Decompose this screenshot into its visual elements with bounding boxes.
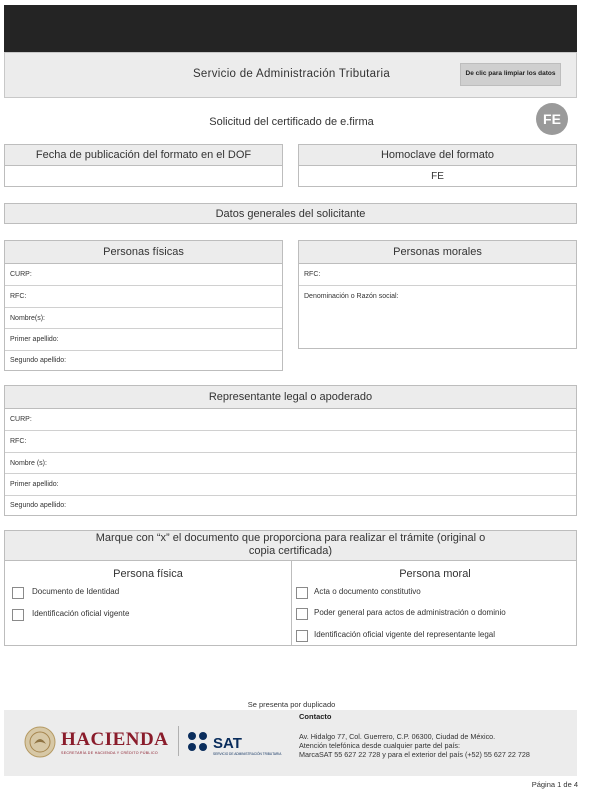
homoclave-label: Homoclave del formato — [299, 145, 576, 166]
rep-rfc-field[interactable]: RFC: — [5, 431, 576, 453]
contact-title: Contacto — [299, 712, 332, 721]
sat-logo-icon — [187, 731, 209, 753]
fisica-nombre-field[interactable]: Nombre(s): — [5, 308, 282, 329]
page-number: Página 1 de 4 — [531, 780, 578, 789]
footer — [4, 710, 577, 776]
fisica-rfc-field[interactable]: RFC: — [5, 286, 282, 308]
rep-nombre-field[interactable]: Nombre (s): — [5, 453, 576, 474]
personas-fisicas-title: Personas físicas — [5, 241, 282, 264]
contact-phone-intro: Atención telefónica desde cualquier parte del país: — [299, 741, 461, 750]
moral-razon-social-field[interactable]: Denominación o Razón social: — [304, 293, 399, 300]
identificacion-oficial-checkbox[interactable] — [12, 609, 24, 621]
general-data-title: Datos generales del solicitante — [4, 203, 577, 224]
acta-constitutiva-checkbox[interactable] — [296, 587, 308, 599]
representante-title: Representante legal o apoderado — [5, 386, 576, 409]
sat-logo-text: SAT — [213, 735, 242, 752]
sat-logo-subtitle: SERVICIO DE ADMINISTRACIÓN TRIBUTARIA — [213, 752, 282, 756]
persona-moral-title: Persona moral — [399, 568, 471, 580]
publication-date-field[interactable] — [5, 166, 282, 187]
fe-badge: FE — [536, 103, 568, 135]
moral-rfc-field[interactable]: RFC: — [299, 264, 576, 286]
hacienda-logo-subtitle: SECRETARÍA DE HACIENDA Y CRÉDITO PÚBLICO — [61, 751, 159, 755]
logo-divider — [178, 726, 179, 756]
documentos-title-line1: Marque con “x” el documento que proporciona para realizar el trámite (original o — [95, 532, 486, 544]
service-title: Servicio de Administración Tributaria — [192, 68, 391, 80]
fisica-segundo-apellido-field[interactable]: Segundo apellido: — [10, 357, 67, 364]
homoclave-box — [298, 144, 577, 187]
contact-phone-numbers: MarcaSAT 55 627 22 728 y para el exterior del país (+52) 55 627 22 728 — [299, 750, 530, 759]
fisica-primer-apellido-field[interactable]: Primer apellido: — [5, 329, 282, 351]
rep-primer-apellido-field[interactable]: Primer apellido: — [5, 474, 576, 496]
identificacion-representante-label: Identificación oficial vigente del representante legal — [314, 630, 496, 639]
documentos-title-line2: copia certificada) — [248, 545, 333, 557]
duplicate-note: Se presenta por duplicado — [247, 700, 336, 709]
documentos-title — [5, 531, 576, 561]
personas-fisicas-box — [4, 240, 283, 371]
rep-segundo-apellido-field[interactable]: Segundo apellido: — [10, 502, 67, 509]
service-header — [4, 52, 577, 98]
rep-curp-field[interactable]: CURP: — [5, 409, 576, 431]
fisica-curp-field[interactable]: CURP: — [5, 264, 282, 286]
form-subtitle: Solicitud del certificado de e.firma — [209, 116, 374, 128]
poder-general-checkbox[interactable] — [296, 608, 308, 620]
poder-general-label: Poder general para actos de administración o dominio — [314, 608, 506, 617]
identificacion-representante-checkbox[interactable] — [296, 630, 308, 642]
acta-constitutiva-label: Acta o documento constitutivo — [314, 587, 421, 596]
personas-morales-box — [298, 240, 577, 349]
publication-date-box — [4, 144, 283, 187]
documentos-box — [4, 530, 577, 646]
hacienda-seal-icon — [24, 726, 56, 758]
clear-data-button[interactable]: De clic para limpiar los datos — [460, 63, 561, 86]
persona-fisica-title: Persona física — [113, 568, 183, 580]
hacienda-logo-text: HACIENDA — [61, 729, 169, 750]
documento-identidad-label: Documento de Identidad — [32, 587, 120, 596]
homoclave-field[interactable]: FE — [431, 171, 444, 182]
representante-box — [4, 385, 577, 516]
personas-morales-title: Personas morales — [299, 241, 576, 264]
contact-address: Av. Hidalgo 77, Col. Guerrero, C.P. 06300, Ciudad de México. — [299, 732, 496, 741]
publication-date-label: Fecha de publicación del formato en el DOF — [5, 145, 282, 166]
top-banner — [4, 5, 577, 52]
documento-identidad-checkbox[interactable] — [12, 587, 24, 599]
identificacion-oficial-label: Identificación oficial vigente — [32, 609, 130, 618]
